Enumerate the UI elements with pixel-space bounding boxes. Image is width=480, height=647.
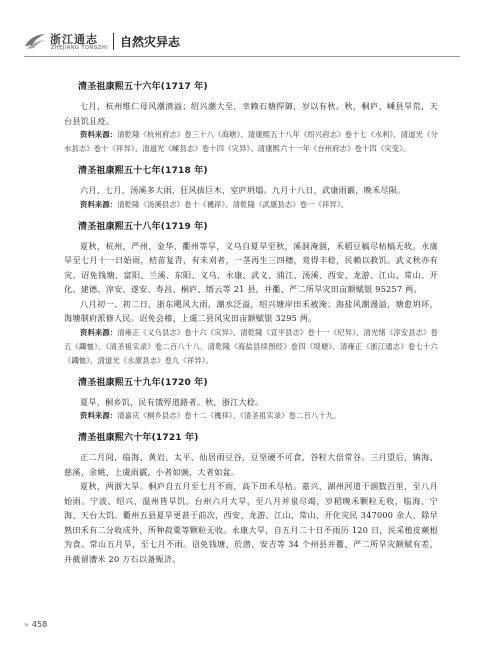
source-text: 清嘉庆《桐乡县志》卷十二《禨祥》、《清圣祖实录》卷二百八十九。 xyxy=(117,411,341,420)
record-paragraph: 七月，杭州维仁母风潮溃溢；绍兴潮大至，幸赖石塘捍御，岁以有秋。秋，桐庐、嵊县旱荒，天台县饥且疫。 xyxy=(64,101,438,126)
source-citation xyxy=(64,128,438,156)
document-body xyxy=(64,72,438,572)
year-entry xyxy=(64,219,438,368)
year-entry xyxy=(64,375,438,424)
source-label: 资料来源： xyxy=(80,327,118,337)
record-paragraph: 八月初一、初二日，浙东飓风大雨，潮水泛溢，绍兴塘岸田禾被淹；海盐风潮漫溢，塘愈坍坏，海塘制府派修人民。诏免会稽、上虞二县风灾田亩额赋银 3295 两。 xyxy=(64,298,438,323)
chevron-right-icon: » xyxy=(24,620,29,629)
source-text: 清乾隆《汤溪县志》卷十《禨祥》、清乾隆《武康县志》卷一《祥异》。 xyxy=(117,199,349,209)
source-label: 资料来源： xyxy=(80,411,118,420)
source-text: 清雍正《义乌县志》卷十六《灾异》、清乾隆《宣平县志》卷十一《纪异》、清光绪《淳安县志》卷五《蠲恤》、《清圣祖实录》卷二百八十八、清乾隆《海盐县续图经》卷四《堤塘》、清雍正《浙江通志》卷七十六《蠲恤》、清道光《永康县志》卷九《祥异》。 xyxy=(64,327,439,365)
year-heading: 清圣祖康熙五十六年(1717 年) xyxy=(78,82,208,92)
page-header xyxy=(0,0,480,62)
year-entry xyxy=(64,430,438,566)
record-paragraph: 夏秋，两浙大旱。桐庐自五月至七月不雨，高下田禾尽枯。嘉兴、湖州河道干涸数百里，至八月始雨。宁波、绍兴、温州皆旱饥。台州六月大旱，至八月并泉尽竭，岁稻晚禾颗粒无收，临海、宁海、天台大饥。衢州五县夏旱更甚于前次，西安、龙游、江山、常山、开化灾民 347000 余人，除早熟田禾有二分收成外，所种菽粟等颗粒无收。永康大旱，自五月二十日不雨历 120 日，民采植皮蕨根为食。常山五月旱，至七月不雨。诏免钱塘、於潜、安吉等 34 个州县并衢、严二所旱灾额赋有差，并截留漕米 20 万石以备赈济。 xyxy=(64,481,438,564)
record-paragraph: 夏秋，杭州、严州、金华、衢州等旱，义乌自夏旱至秋，溪洞淹涸，禾稻豆稿尽枯槁无收。永康旱至七月十一日始雨，桔苗复青，有未刈者，一茎再生三四穗，竟得丰稔，民赖以救饥。武义秋亦有灾。诏免钱塘、富阳、兰溪、东阳、义乌、永康、武义、浦江、汤溪、西安、龙游、江山、常山、开化、建德、淳安、遂安、寿昌、桐庐、缙云等 21 县，并衢、严二所旱灾田亩额赋银 95257 两。 xyxy=(64,240,438,294)
year-heading: 清圣祖康熙五十九年(1720 年) xyxy=(78,377,208,388)
year-entry xyxy=(64,163,438,212)
year-heading: 清圣祖康熙六十年(1721 年) xyxy=(78,433,199,443)
record-paragraph: 六月、七月，汤溪多大雨，狂风拔巨木，室庐坍塌。九月十八日，武康雨霰，晚禾尽陨。 xyxy=(80,185,406,195)
source-label: 资料来源： xyxy=(80,130,118,139)
logo-english-text: ZHEJIANG TONGZHI xyxy=(51,45,109,51)
source-citation xyxy=(64,409,438,423)
source-label: 资料来源： xyxy=(80,199,118,209)
section-title: 自然灾异志 xyxy=(120,35,181,49)
year-heading: 清圣祖康熙五十七年(1718 年) xyxy=(78,166,208,176)
page-number: 458 xyxy=(31,620,48,629)
source-citation xyxy=(64,198,438,212)
source-text: 清乾隆《杭州府志》卷三十八《海塘》、清康熙五十八年《绍兴府志》卷十七《水利》、清道光《分水县志》卷十《祥异》、清道光《嵊县志》卷十四《灾异》、清康熙六十一年《台州府志》卷十四《灾变》。 xyxy=(64,130,439,153)
record-paragraph: 夏旱，桐乡饥，民有饿殍道路者。秋，浙江大稔。 xyxy=(80,396,264,407)
record-paragraph: 正二月间，临海、黄岩、太平、仙居雨豆谷，豆坚硬不可食，谷粒大倍常谷。三月望后，镇海、慈溪、余姚、上虞雨霰，小者如豌，大者如盆。 xyxy=(64,452,438,477)
logo-chinese-text: 浙江通志 xyxy=(50,33,98,46)
swoosh-logo-icon xyxy=(24,32,46,52)
header-rule xyxy=(24,56,460,57)
source-citation xyxy=(64,326,438,368)
publication-logo xyxy=(24,30,110,54)
year-heading: 清圣祖康熙五十八年(1719 年) xyxy=(78,221,208,232)
header-separator xyxy=(113,33,114,50)
page-footer xyxy=(24,620,47,629)
year-entry xyxy=(64,79,438,156)
